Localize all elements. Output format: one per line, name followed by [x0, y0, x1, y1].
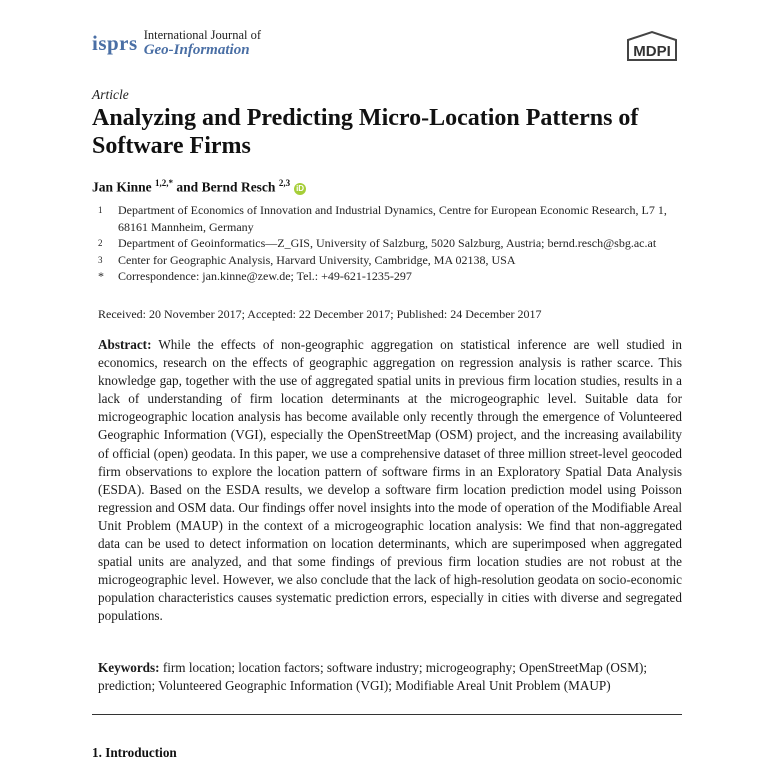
- affiliation-text: Department of Geoinformatics—Z_GIS, University of Salzburg, 5020 Salzburg, Austria; bernd.resch@sbg.ac.at: [118, 236, 657, 250]
- journal-logo: [92, 28, 261, 58]
- affiliations: [92, 202, 692, 285]
- section-divider: [92, 714, 682, 715]
- paper-title: Analyzing and Predicting Micro-Location Patterns of Software Firms: [92, 105, 639, 159]
- affiliation-item: [92, 268, 692, 285]
- mdpi-logo: [624, 30, 680, 64]
- abstract: [98, 336, 682, 626]
- abstract-label: Abstract:: [98, 337, 152, 352]
- keywords-label: Keywords:: [98, 660, 160, 675]
- author-name: Jan Kinne: [92, 179, 152, 195]
- journal-name-line2: Geo-Information: [143, 42, 250, 58]
- author-affiliation-marker: 2,3: [278, 178, 291, 188]
- author-connector: and: [176, 179, 199, 195]
- affiliation-item: [92, 202, 692, 235]
- journal-name-line1: International Journal of: [143, 28, 262, 42]
- correspondence-marker: *: [98, 269, 104, 283]
- section-heading-introduction: 1. Introduction: [92, 745, 177, 760]
- affiliation-number: 2: [98, 238, 103, 248]
- publication-dates: Received: 20 November 2017; Accepted: 22 December 2017; Published: 24 December 2017: [98, 307, 542, 321]
- article-type: Article: [92, 87, 129, 102]
- author-list: [92, 178, 306, 196]
- keywords-text: firm location; location factors; software industry; microgeography; OpenStreetMap (OSM); prediction; Volunteered Geographic Information (VGI); Modifiable Areal Unit Problem (MAUP): [98, 660, 647, 694]
- correspondence-text: Correspondence: jan.kinne@zew.de; Tel.: +49-621-1235-297: [118, 269, 412, 283]
- affiliation-item: [92, 252, 692, 269]
- orcid-icon[interactable]: iD: [296, 183, 305, 193]
- author-affiliation-marker: 1,2,*: [155, 178, 174, 188]
- journal-name: [144, 28, 261, 58]
- mdpi-logo-text: MDPI: [633, 43, 671, 60]
- affiliation-text: Department of Economics of Innovation and Industrial Dynamics, Centre for European Economic Research, L7 1, 68161 Mannheim, Germany: [118, 203, 667, 234]
- affiliation-number: 3: [98, 254, 103, 265]
- isprs-logo: isprs: [92, 30, 138, 55]
- affiliation-item: [92, 235, 692, 252]
- keywords: [98, 659, 682, 695]
- abstract-text: While the effects of non-geographic aggregation on statistical inference are well studied in economics, research on the effects of geographic aggregation on regression analysis is rather scarce. This knowledge gap, together with the use of aggregated spatial units in previous firm location studies, results in a lack of understanding of firm location determinants at the microgeographic level. Suitable data for microgeographic location analysis has become available only recently through the emergence of Volunteered Geographic Information (VGI), especially the OpenStreetMap (OSM) project, and the increasing availability of official (open) geodata. In this paper, we use a comprehensive dataset of three million street-level geocoded firm observations to explore the location pattern of software firms in an Exploratory Spatial Data Analysis (ESDA). Based on the ESDA results, we develop a software firm location prediction model using Poisson regression and OSM data. Our findings offer novel insights into the mode of operation of the Modifiable Areal Unit Problem (MAUP) in the context of a microgeographic location analysis: We find that non-aggregated data can be used to detect information on location determinants, which are superimposed when aggregated spatial units are analyzed, and that some findings of previous firm location studies are not robust at the microgeographic level. However, we also conclude that the lack of high-resolution geodata on socio-economic population characteristics causes systematic prediction errors, especially in cities with diverse and segregated populations.: [98, 337, 683, 624]
- affiliation-number: 1: [98, 205, 103, 215]
- affiliation-text: Center for Geographic Analysis, Harvard University, Cambridge, MA 02138, USA: [118, 252, 516, 267]
- author-name: Bernd Resch: [201, 179, 276, 195]
